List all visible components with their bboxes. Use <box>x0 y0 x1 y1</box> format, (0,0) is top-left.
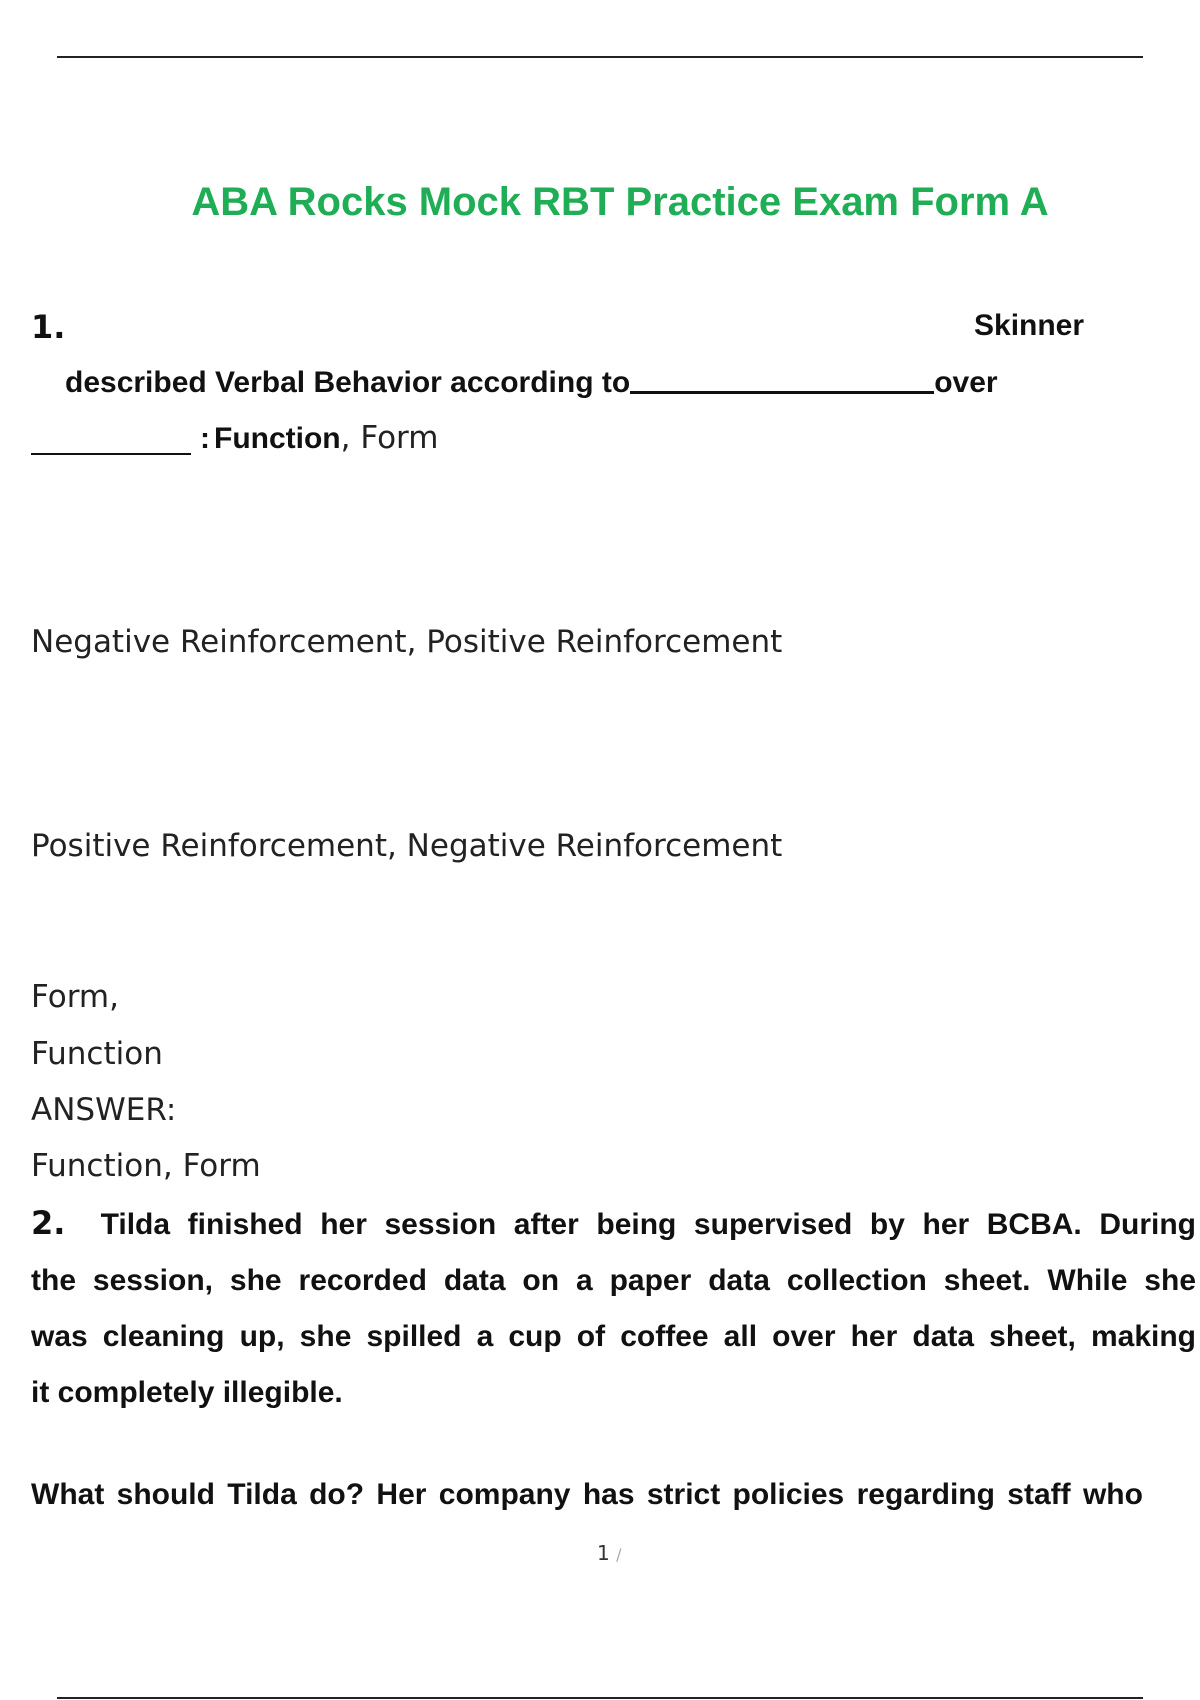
question-1-answer-label: ANSWER: <box>31 1092 177 1128</box>
question-1-stem-line-2 <box>65 366 998 400</box>
question-1-option-b: Positive Reinforcement, Negative Reinforcement <box>31 828 783 864</box>
question-1-stem-text: described Verbal Behavior according to <box>65 366 631 399</box>
question-2-line-2: the session, she recorded data on a paper data collection sheet. While she <box>31 1264 1196 1297</box>
question-1-answer-value: Function, Form <box>31 1148 261 1184</box>
question-1-option-d: Function <box>31 1036 163 1072</box>
page-number <box>597 1541 621 1565</box>
page-number-separator: / <box>616 1545 622 1564</box>
question-2-line-3: was cleaning up, she spilled a cup of coffee all over her data sheet, making <box>31 1320 1196 1353</box>
question-1-stem-colon: : <box>200 422 210 455</box>
question-2-prompt: What should Tilda do? Her company has strict policies regarding staff who <box>31 1478 1143 1511</box>
question-2-line-1-text: Tilda finished her session after being supervised by her BCBA. During <box>100 1208 1196 1241</box>
question-1-stem-skinner: Skinner <box>974 309 1085 342</box>
question-2-line-1 <box>31 1195 1196 1253</box>
question-1-number: 1. <box>31 308 66 346</box>
answer-blank-1 <box>630 391 934 394</box>
question-1-stem-over: over <box>934 366 998 399</box>
document-title: ABA Rocks Mock RBT Practice Exam Form A <box>191 180 1049 224</box>
question-1-option-c: Form, <box>31 979 119 1015</box>
question-2-paragraph <box>31 1195 1196 1421</box>
top-rule <box>57 56 1143 58</box>
question-2-number: 2. <box>31 1204 66 1242</box>
question-1-option-a: Negative Reinforcement, Positive Reinforcement <box>31 624 783 660</box>
question-2-line-4: it completely illegible. <box>31 1376 343 1409</box>
question-1-stem-line-3 <box>200 420 438 456</box>
answer-blank-2 <box>31 453 191 455</box>
question-1-stem-function: Function <box>214 422 341 455</box>
question-1-stem-form: , Form <box>340 420 439 456</box>
bottom-rule <box>57 1697 1143 1699</box>
page-number-value: 1 <box>597 1541 610 1565</box>
